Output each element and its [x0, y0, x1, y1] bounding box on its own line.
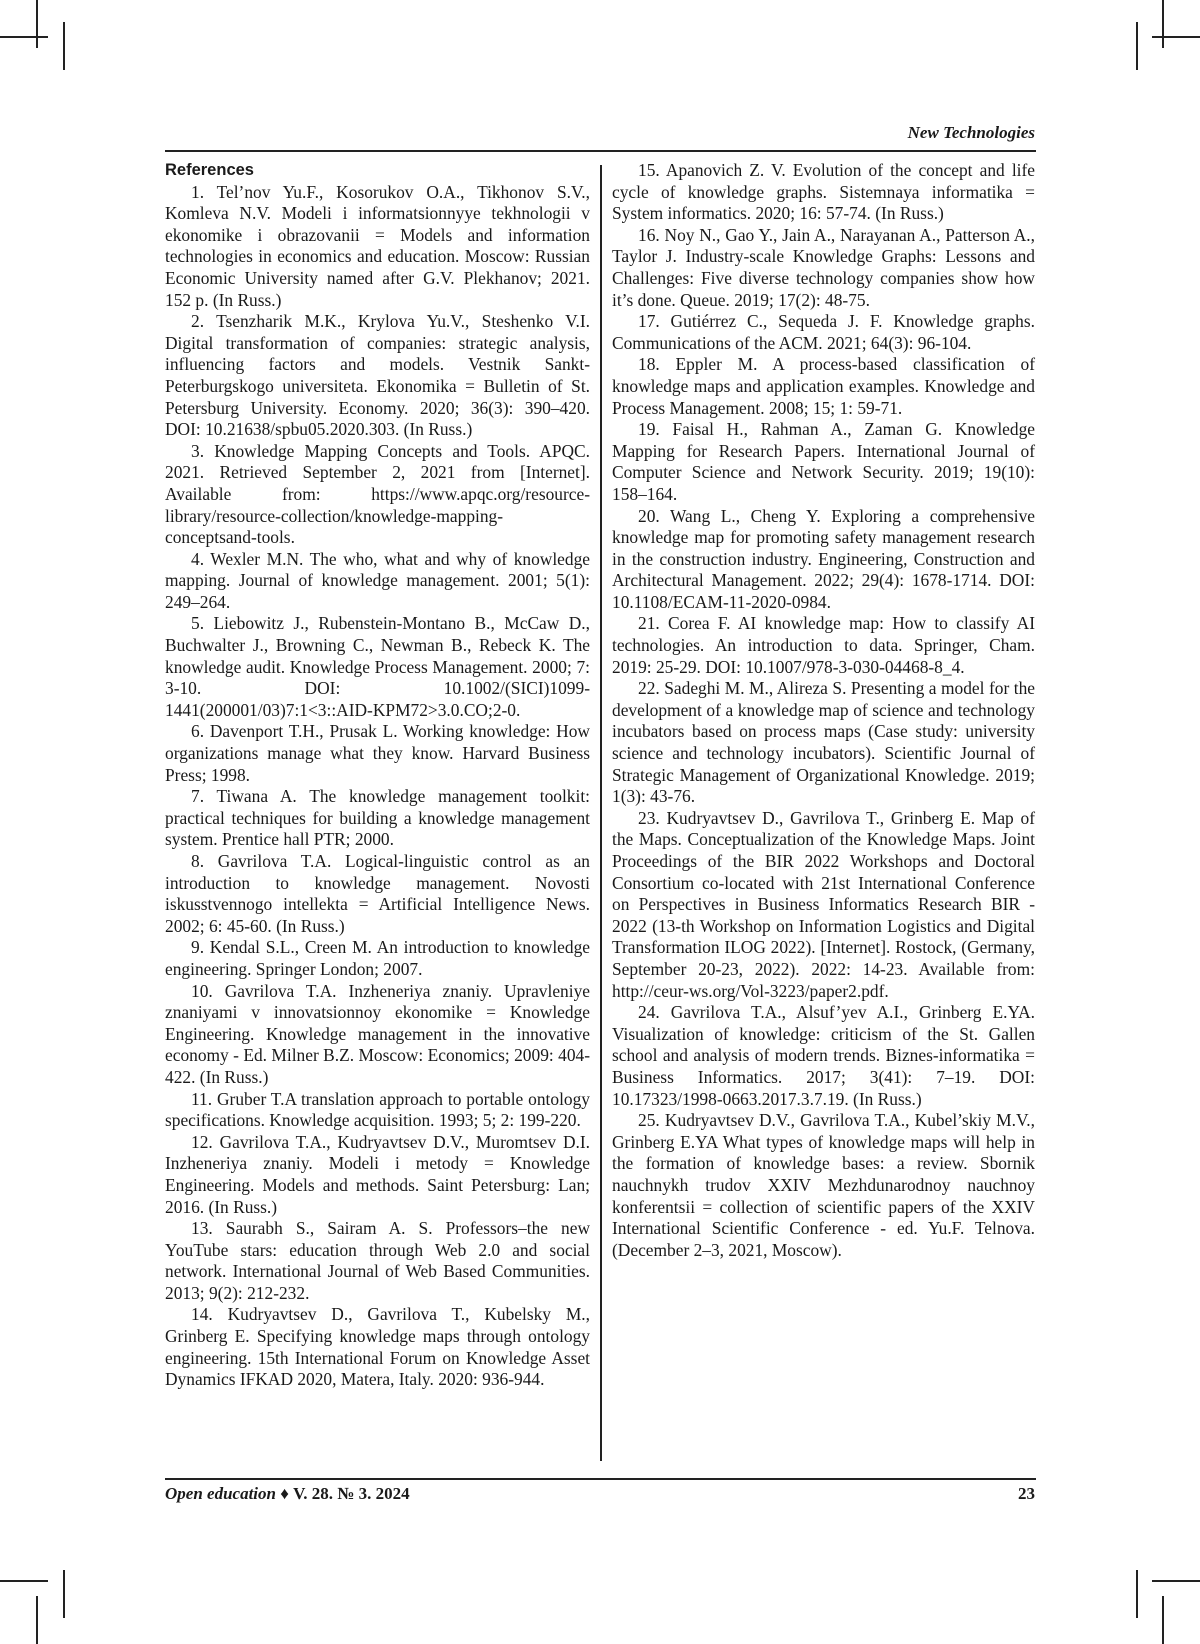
footer-journal-name: Open education [165, 1484, 276, 1503]
footer-rule [165, 1478, 1036, 1480]
reference-item: 17. Gutiérrez C., Sequeda J. F. Knowledge graphs. Communications of the ACM. 2021; 64(3): 96-104. [612, 311, 1035, 353]
footer-volume-issue: V. 28. № 3. 2024 [293, 1484, 410, 1503]
reference-item: 2. Tsenzharik M.K., Krylova Yu.V., Steshenko V.I. Digital transformation of companies: strategic analysis, influencing factors and models. Vestnik Sankt-Peterburgskogo universiteta. Ekonomika = Bulletin of St. Petersburg University. Economy. 2020; 36(3): 390–420. DOI: 10.21638/spbu05.2020.303. (In Russ.) [165, 311, 590, 440]
crop-mark [1136, 22, 1138, 70]
reference-item: 9. Kendal S.L., Creen M. An introduction to knowledge engineering. Springer London; 2007. [165, 937, 590, 979]
references-left-column [165, 160, 590, 1391]
reference-item: 11. Gruber T.A translation approach to portable ontology specifications. Knowledge acquisition. 1993; 5; 2: 199-220. [165, 1088, 590, 1131]
reference-item: 8. Gavrilova T.A. Logical-linguistic control as an introduction to knowledge management. Novosti iskusstvennogo intellekta = Artificial Intelligence News. 2002; 6: 45-60. (In Russ.) [165, 851, 590, 936]
running-title: New Technologies [907, 123, 1035, 142]
crop-mark [36, 0, 38, 48]
reference-item: 23. Kudryavtsev D., Gavrilova T., Grinberg E. Map of the Maps. Conceptualization of the Knowledge Maps. Joint Proceedings of the BIR 2022 Workshops and Doctoral Consortium co-located with 21st International Conference on Perspectives in Business Informatics Research BIR - 2022 (13-th Workshop on Information Logistics and Digital Transformation ILOG 2022). [Internet]. Rostock, (Germany, September 20-23, 2022). 2022: 14-23. Available from: http://ceur-ws.org/Vol-3223/paper2.pdf. [612, 807, 1035, 1001]
reference-item: 24. Gavrilova T.A., Alsuf’yev A.I., Grinberg E.YA. Visualization of knowledge: criticism of the St. Gallen school and analysis of modern trends. Biznes-informatika = Business Informatics. 2017; 3(41): 7–19. DOI: 10.17323/1998-0663.2017.3.7.19. (In Russ.) [612, 1002, 1035, 1109]
reference-item: 3. Knowledge Mapping Concepts and Tools. APQC. 2021. Retrieved September 2, 2021 from [Internet]. Available from: https://www.apqc.org/resource-library/resource-collection/knowledge-mapping-conceptsand-tools. [165, 440, 590, 548]
reference-item: 12. Gavrilova T.A., Kudryavtsev D.V., Muromtsev D.I. Inzheneriya znaniy. Modeli i metody = Knowledge Engineering. Models and methods. Saint Petersburg: Lan; 2016. (In Russ.) [165, 1131, 590, 1217]
footer-separator: ♦ [280, 1484, 289, 1503]
reference-item: 20. Wang L., Cheng Y. Exploring a comprehensive knowledge map for promoting safety management research in the construction industry. Engineering, Construction and Architectural Management. 2022; 29(4): 1678-1714. DOI: 10.1108/ECAM-11-2020-0984. [612, 505, 1035, 612]
crop-mark [63, 1570, 65, 1618]
page-number: 23 [1018, 1484, 1035, 1503]
reference-item: 7. Tiwana A. The knowledge management toolkit: practical techniques for building a knowledge management system. Prentice hall PTR; 2000. [165, 786, 590, 850]
crop-mark [1152, 36, 1200, 38]
reference-item: 4. Wexler M.N. The who, what and why of knowledge mapping. Journal of knowledge management. 2001; 5(1): 249–264. [165, 548, 590, 612]
reference-item: 14. Kudryavtsev D., Gavrilova T., Kubelsky M., Grinberg E. Specifying knowledge maps through ontology engineering. 15th International Forum on Knowledge Asset Dynamics IFKAD 2020, Matera, Italy. 2020: 936-944. [165, 1304, 590, 1390]
crop-mark [0, 1580, 48, 1582]
reference-item: 22. Sadeghi M. M., Alireza S. Presenting a model for the development of a knowledge map of science and technology incubators based on process maps (Case study: university science and technology incubators). Scientific Journal of Strategic Management of Organizational Knowledge. 2019; 1(3): 43-76. [612, 678, 1035, 807]
reference-item: 10. Gavrilova T.A. Inzheneriya znaniy. Upravleniye znaniyami v innovatsionnoy ekonomike = Knowledge Engineering. Knowledge management in the innovative economy - Ed. Milner B.Z. Moscow: Economics; 2009: 404-422. (In Russ.) [165, 980, 590, 1087]
reference-item: 16. Noy N., Gao Y., Jain A., Narayanan A., Patterson A., Taylor J. Industry-scale Knowledge Graphs: Lessons and Challenges: Five diverse technology companies show how it’s done. Queue. 2019; 17(2): 48-75. [612, 224, 1035, 310]
references-right-column [612, 160, 1035, 1261]
reference-item: 15. Apanovich Z. V. Evolution of the concept and life cycle of knowledge graphs. Sistemnaya informatika = System informatics. 2020; 16: 57-74. (In Russ.) [612, 160, 1035, 224]
crop-mark [63, 22, 65, 70]
crop-mark [1152, 1580, 1200, 1582]
crop-mark [1162, 0, 1164, 48]
crop-mark [0, 36, 48, 38]
footer-journal-info [165, 1484, 410, 1504]
reference-item: 13. Saurabh S., Sairam A. S. Professors–the new YouTube stars: education through Web 2.0 and social network. International Journal of Web Based Communities. 2013; 9(2): 212-232. [165, 1218, 590, 1303]
reference-item: 1. Tel’nov Yu.F., Kosorukov O.A., Tikhonov S.V., Komleva N.V. Modeli i informatsionnyye tekhnologii v ekonomike i obrazovanii = Models and information technologies in economics and education. Moscow: Russian Economic University named after G.V. Plekhanov; 2021. 152 p. (In Russ.) [165, 181, 590, 310]
header-rule [165, 150, 1036, 152]
references-heading: References [165, 161, 254, 179]
crop-mark [1162, 1596, 1164, 1644]
crop-mark [36, 1596, 38, 1644]
reference-item: 5. Liebowitz J., Rubenstein-Montano B., McCaw D., Buchwalter J., Browning C., Newman B., Rebeck K. The knowledge audit. Knowledge Process Management. 2000; 7: 3-10. DOI: 10.1002/(SICI)1099-1441(200001/03)7:1<3::AID-KPM72>3.0.CO;2-0. [165, 613, 590, 720]
reference-item: 18. Eppler M. A process-based classification of knowledge maps and application examples. Knowledge and Process Management. 2008; 15; 1: 59-71. [612, 354, 1035, 418]
reference-item: 6. Davenport T.H., Prusak L. Working knowledge: How organizations manage what they know. Harvard Business Press; 1998. [165, 721, 590, 785]
reference-item: 21. Corea F. AI knowledge map: How to classify AI technologies. An introduction to data. Springer, Cham. 2019: 25-29. DOI: 10.1007/978-3-030-04468-8_4. [612, 613, 1035, 677]
column-divider [600, 165, 602, 1461]
crop-mark [1136, 1570, 1138, 1618]
reference-item: 19. Faisal H., Rahman A., Zaman G. Knowledge Mapping for Research Papers. International Journal of Computer Science and Network Security. 2019; 19(10): 158–164. [612, 419, 1035, 504]
reference-item: 25. Kudryavtsev D.V., Gavrilova T.A., Kubel’skiy M.V., Grinberg E.YA What types of knowledge maps will help in the formation of knowledge bases: a review. Sbornik nauchnykh trudov XXIV Mezhdunarodnoy nauchnoy konferentsii = collection of scientific papers of the XXIV International Scientific Conference - ed. Yu.F. Telnova. (December 2–3, 2021, Moscow). [612, 1110, 1035, 1260]
